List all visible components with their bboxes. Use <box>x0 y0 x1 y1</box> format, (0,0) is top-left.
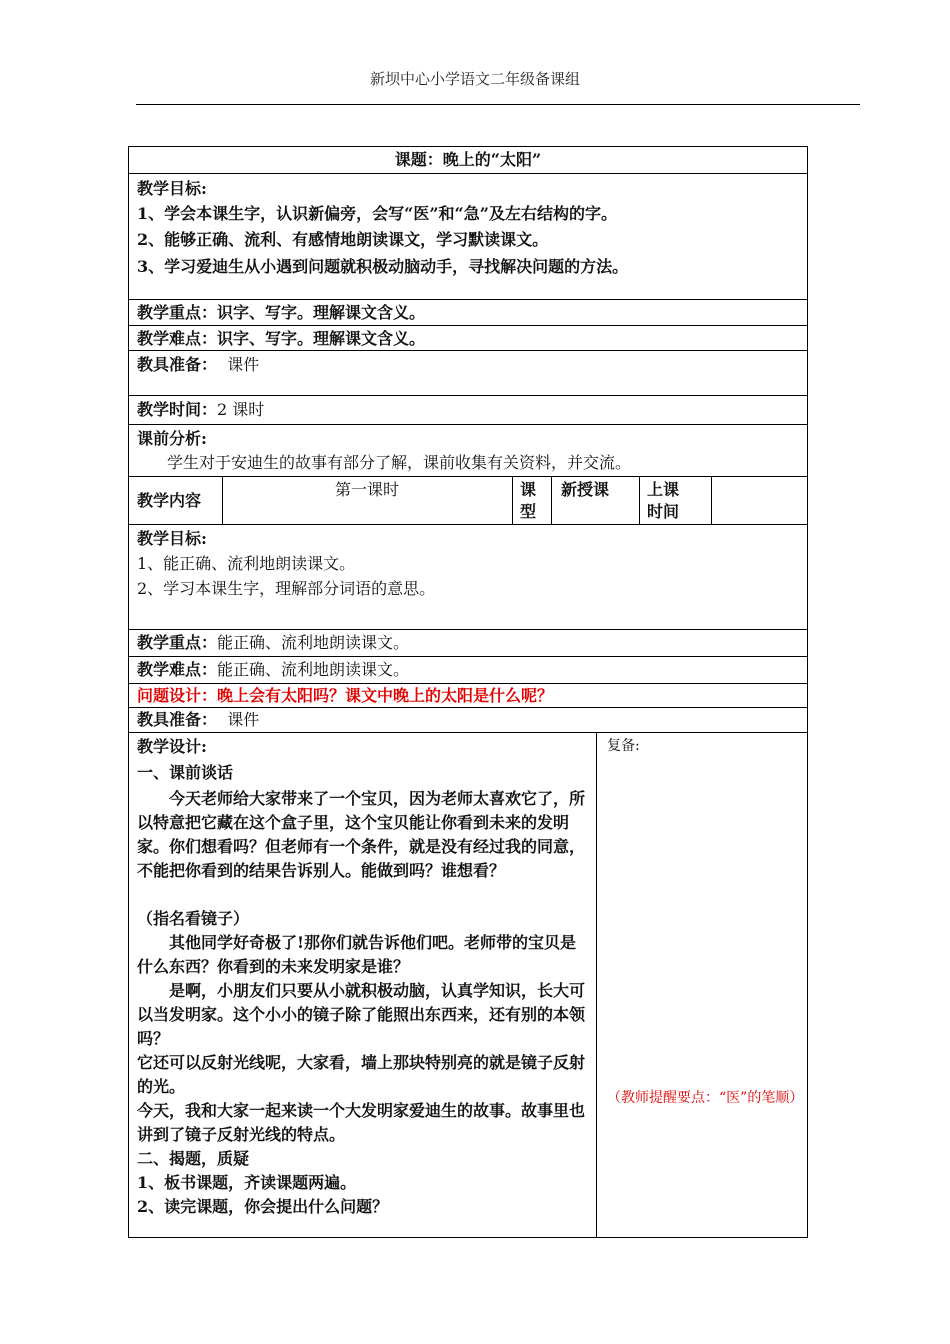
design-paragraph: 今天老师给大家带来了一个宝贝，因为老师太喜欢它了，所以特意把它藏在这个盒子里，这个宝贝能让你看到未来的发明家。你们想看吗？但老师有一个条件，就是没有经过我的同意，不能把你看到的结果告诉别人。能做到吗？谁想看？ <box>137 789 586 880</box>
class-time-label-2: 时间 <box>647 502 680 521</box>
goal-item: 2、能够正确、流利、有感情地朗读课文，学习默读课文。 <box>137 230 549 249</box>
title-row <box>129 147 807 174</box>
difficulty-row <box>129 326 807 351</box>
first-key-value: 能正确、流利地朗读课文。 <box>217 633 410 652</box>
header-rule <box>136 104 860 105</box>
question-design: 问题设计：晚上会有太阳吗？课文中晚上的太阳是什么呢？ <box>137 686 554 705</box>
question-row <box>129 684 807 708</box>
first-tools-row <box>129 708 807 733</box>
content-label: 教学内容 <box>137 491 202 510</box>
header-school: 新坝中心小学语文二年级备课组 <box>369 70 580 88</box>
goals-label: 教学目标: <box>137 179 207 198</box>
first-tools-label: 教具准备： <box>137 710 218 729</box>
design-paragraph: （指名看镜子） <box>137 909 250 928</box>
lesson-plan-table <box>128 146 808 1238</box>
type-label-2: 型 <box>520 502 537 521</box>
first-difficulty-label: 教学难点： <box>137 660 218 679</box>
review-label: 复备: <box>607 738 640 754</box>
key-label: 教学重点： <box>137 303 218 322</box>
design-paragraph: 是啊，小朋友们只要从小就积极动脑，认真学知识，长大可以当发明家。这个小小的镜子除了能照出东西来，还有别的本领吗？ <box>137 981 586 1048</box>
first-difficulty-row <box>129 657 807 684</box>
time-row <box>129 396 807 425</box>
design-section-1: 一、课前谈话 <box>137 763 234 782</box>
design-label: 教学设计: <box>137 737 207 756</box>
difficulty-label: 教学难点： <box>137 329 218 348</box>
first-key-label: 教学重点： <box>137 633 218 652</box>
analysis-label: 课前分析: <box>137 429 207 448</box>
design-paragraph: 今天，我和大家一起来读一个大发明家爱迪生的故事。故事里也讲到了镜子反射光线的特点。 <box>137 1101 586 1144</box>
key-value: 识字、写字。理解课文含义。 <box>217 303 426 322</box>
type-label-1: 课 <box>520 480 537 499</box>
first-goals-label: 教学目标: <box>137 529 207 548</box>
class-time-label-1: 上课 <box>647 480 680 499</box>
time-value: 2 课时 <box>217 400 265 419</box>
key-row <box>129 300 807 326</box>
difficulty-value: 识字、写字。理解课文含义。 <box>217 329 426 348</box>
tools-value: 课件 <box>227 355 260 374</box>
first-key-row <box>129 630 807 657</box>
first-difficulty-value: 能正确、流利地朗读课文。 <box>217 660 410 679</box>
type-value: 新授课 <box>561 480 610 499</box>
tools-row <box>129 351 807 396</box>
period-value: 第一课时 <box>334 480 399 499</box>
design-paragraph: 它还可以反射光线呢，大家看，墙上那块特别亮的就是镜子反射的光。 <box>137 1053 586 1096</box>
lesson-title: 课题：晚上的“太阳” <box>394 150 542 169</box>
goal-item: 3、学习爱迪生从小遇到问题就积极动脑动手，寻找解决问题的方法。 <box>137 257 629 276</box>
goals-row <box>129 174 807 300</box>
design-paragraph: 其他同学好奇极了!那你们就告诉他们吧。老师带的宝贝是什么东西？你看到的未来发明家是谁？ <box>137 933 577 976</box>
tools-label: 教具准备： <box>137 355 218 374</box>
teacher-note: （教师提醒要点：“医”的笔顺） <box>607 1090 804 1106</box>
analysis-row <box>129 425 807 477</box>
analysis-value: 学生对于安迪生的故事有部分了解，课前收集有关资料，并交流。 <box>167 453 632 472</box>
time-label: 教学时间： <box>137 400 218 419</box>
period-row <box>129 477 807 525</box>
first-goals-row <box>129 525 807 630</box>
first-goal-item: 2、学习本课生字，理解部分词语的意思。 <box>137 579 436 598</box>
design-section-2: 二、揭题，质疑 <box>137 1149 250 1168</box>
first-goal-item: 1、能正确、流利地朗读课文。 <box>137 554 356 573</box>
goal-item: 1、学会本课生字，认识新偏旁，会写“医”和“急”及左右结构的字。 <box>137 204 617 223</box>
design-row <box>129 733 807 1237</box>
design-item: 2、读完课题，你会提出什么问题？ <box>137 1197 389 1216</box>
design-item: 1、板书课题，齐读课题两遍。 <box>137 1173 357 1192</box>
first-tools-value: 课件 <box>227 710 260 729</box>
